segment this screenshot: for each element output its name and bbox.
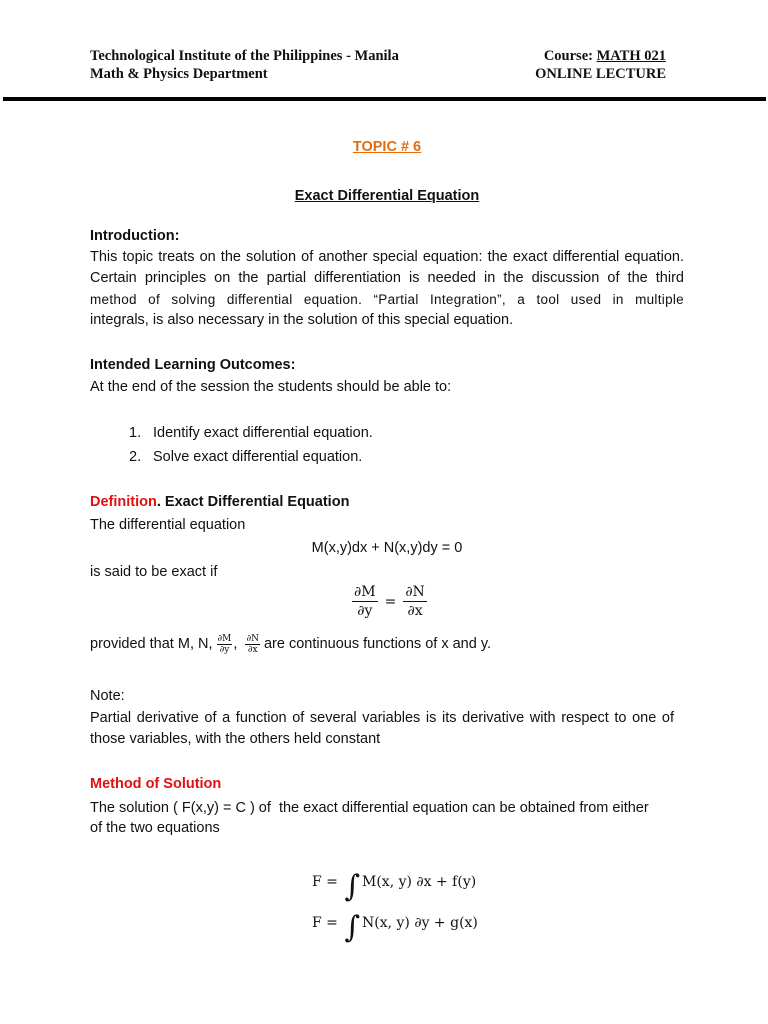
equals-sign: =: [384, 593, 397, 610]
outcome-number: 1.: [129, 425, 142, 441]
definition-line1: The differential equation: [90, 517, 246, 533]
formula-rhs: M(x, y) ∂x + f(y): [362, 874, 477, 890]
definition-punct: .: [156, 494, 161, 510]
fraction-numerator: ∂M: [354, 584, 376, 600]
definition-line2: is said to be exact if: [90, 564, 218, 580]
note-heading: Note:: [90, 688, 125, 704]
formula-rhs: N(x, y) ∂y + g(x): [362, 915, 478, 931]
note-line: those variables, with the others held constant: [90, 731, 381, 747]
fraction-numerator: ∂N: [246, 633, 259, 644]
solution-formula-1: [312, 866, 477, 904]
definition-label: Definition: [90, 494, 157, 510]
fraction-numerator: ∂M: [217, 633, 232, 644]
provided-line: [90, 629, 491, 659]
fraction-numerator: ∂N: [405, 584, 425, 600]
outcome-text: Solve exact differential equation.: [153, 449, 363, 465]
outcomes-lead: At the end of the session the students should be able to:: [90, 379, 452, 395]
fraction-denominator: ∂x: [247, 644, 258, 655]
small-dn-dx-fraction: [245, 634, 260, 655]
fraction-denominator: ∂y: [219, 644, 230, 655]
formula-lhs: F =: [312, 915, 343, 931]
lecture-type: ONLINE LECTURE: [535, 66, 666, 82]
course-code: MATH 021: [596, 48, 666, 64]
outcomes-heading: Intended Learning Outcomes:: [90, 357, 296, 373]
comma: ,: [233, 635, 238, 652]
course-line: [544, 47, 666, 65]
note-body: [90, 708, 674, 750]
intro-line: This topic treats on the solution of another special equation: the exact differential equation.: [90, 249, 684, 265]
institute-name: Technological Institute of the Philippines - Manila: [90, 48, 399, 64]
course-prefix: Course:: [543, 48, 597, 64]
topic-number: TOPIC # 6: [352, 139, 422, 155]
fraction-denominator: ∂x: [407, 603, 423, 619]
department-name: Math & Physics Department: [90, 66, 268, 82]
page-title: Exact Differential Equation: [294, 188, 480, 204]
fraction-denominator: ∂y: [357, 603, 373, 619]
dn-dx-fraction: [403, 583, 427, 620]
intro-line: method of solving differential equation. “Partial Integration”, a tool used in multiple: [90, 292, 684, 307]
provided-suffix: are continuous functions of x and y.: [259, 635, 492, 652]
outcome-text: Identify exact differential equation.: [153, 425, 373, 441]
solution-formula-2: [312, 907, 478, 945]
intro-line: integrals, is also necessary in the solution of this special equation.: [90, 312, 514, 328]
formula-lhs: F =: [312, 874, 343, 890]
outcome-item: [129, 447, 362, 468]
header-divider: [3, 97, 766, 101]
exactness-condition: [352, 583, 427, 620]
small-dm-dy-fraction: [217, 634, 233, 655]
note-line: Partial derivative of a function of several variables is its derivative with respect to one of: [90, 710, 674, 726]
method-line2: of the two equations: [90, 820, 220, 836]
introduction-heading: Introduction:: [90, 228, 180, 244]
outcome-item: [129, 423, 373, 444]
definition-title: Exact Differential Equation: [160, 494, 350, 510]
integral-sign: ∫: [344, 868, 360, 904]
integral-sign: ∫: [344, 909, 360, 945]
provided-prefix: provided that M, N,: [90, 635, 217, 652]
method-line1: The solution ( F(x,y) = C ) of the exact differential equation can be obtained from either: [90, 800, 649, 816]
method-heading: Method of Solution: [90, 776, 222, 792]
differential-equation: M(x,y)dx + N(x,y)dy = 0: [311, 540, 463, 556]
dm-dy-fraction: [352, 583, 378, 620]
intro-line: Certain principles on the partial differentiation is needed in the discussion of the third: [90, 270, 684, 286]
introduction-body: [90, 247, 684, 331]
definition-heading: [90, 492, 349, 513]
outcome-number: 2.: [129, 449, 142, 465]
